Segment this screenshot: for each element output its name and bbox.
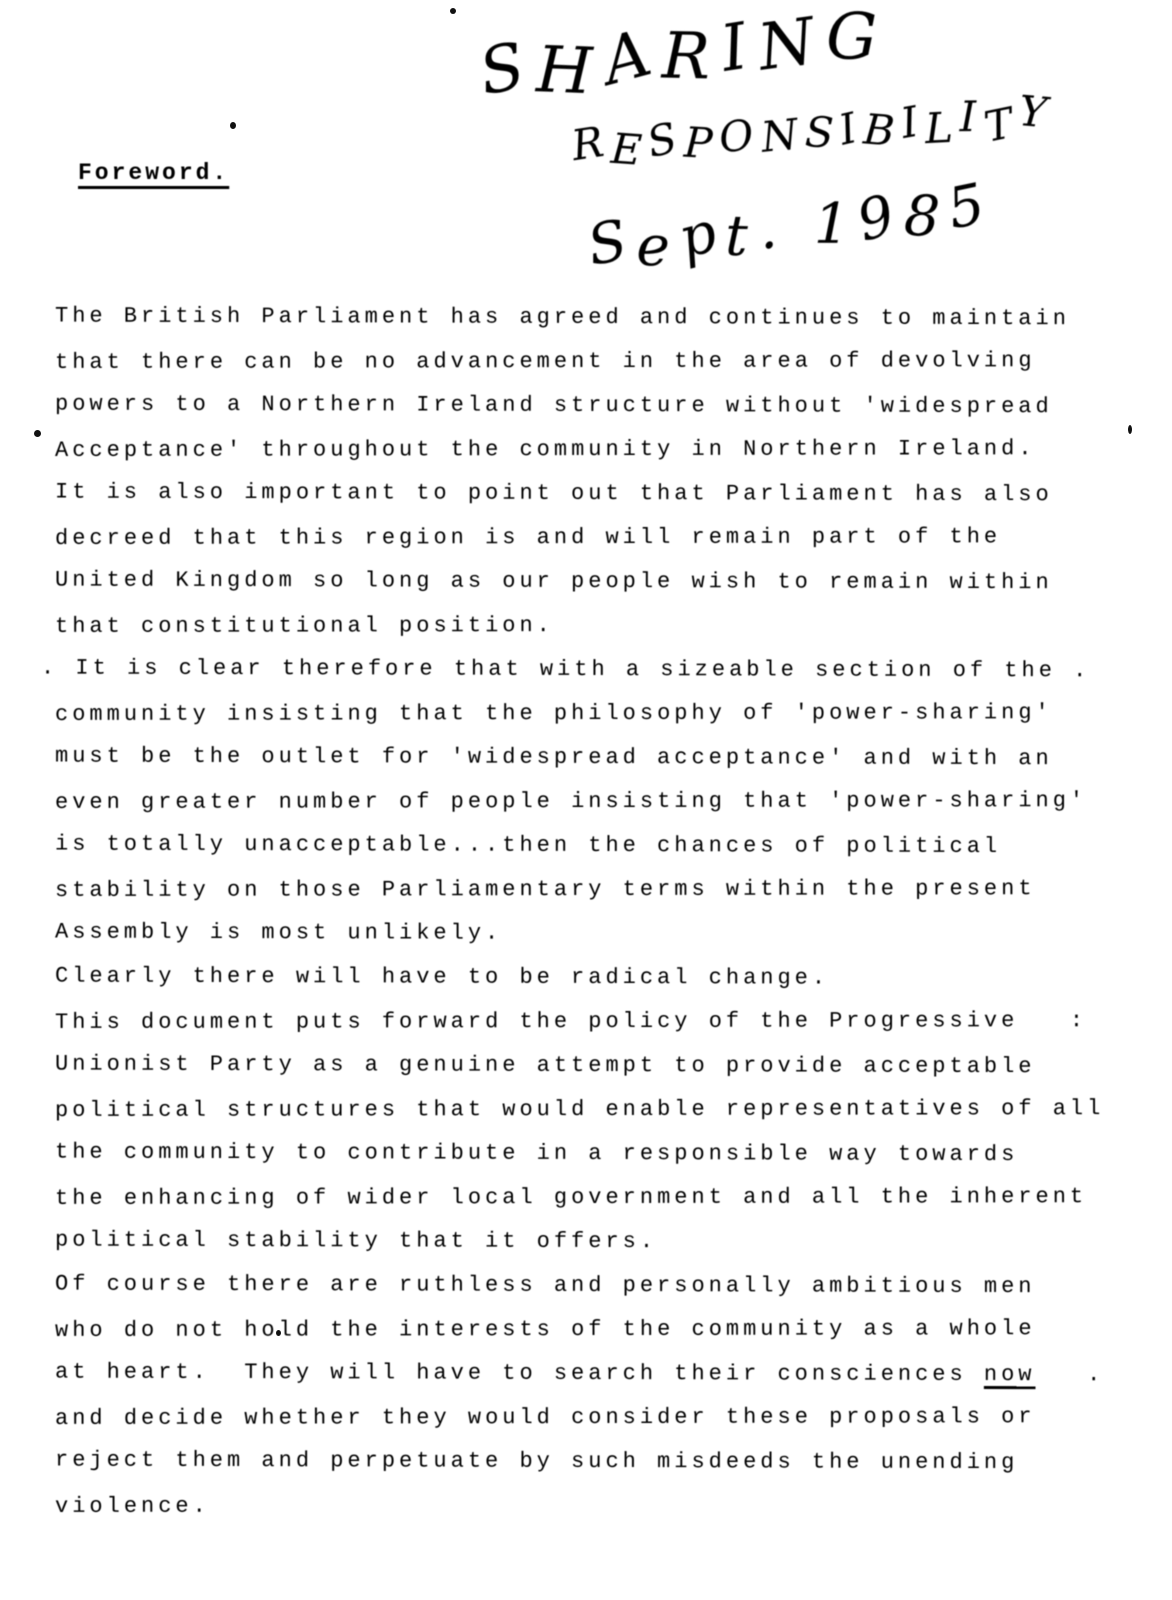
text-line: community insisting that the philosophy of 'power-sharing' [54, 700, 1053, 727]
text-line: violence. [54, 1493, 210, 1519]
document-body [40, 296, 1155, 1528]
handwritten-title-line2: RESPONSIBILITY [568, 86, 1056, 176]
text-line: powers to a Northern Ireland structure without 'widespread [54, 391, 1053, 420]
underlined-word-now: now [983, 1361, 1036, 1388]
text-line: It is also important to point out that Parliament has also [54, 479, 1053, 508]
handwritten-date: Sept. 1985 [582, 169, 1001, 281]
text-line: . It is clear therefore that with a sizeable section of the . [40, 655, 1091, 684]
text-line: and decide whether they would consider these proposals or [54, 1404, 1036, 1431]
text-line: political stability that it offers. [54, 1227, 658, 1255]
scan-artifact [450, 8, 456, 14]
text-line: that constitutional position. [54, 613, 554, 639]
text-line: even greater number of people insisting that 'power-sharing' [54, 788, 1088, 815]
paragraph-4 [55, 1264, 1155, 1528]
text-line: who do not hold the interests of the community as a whole [54, 1316, 1036, 1343]
text-line: Acceptance' throughout the community in Northern Ireland. [54, 436, 1036, 463]
text-line: Of course there are ruthless and personally ambitious men [54, 1271, 1036, 1300]
paragraph-3 [55, 956, 1155, 1264]
scan-artifact [230, 122, 236, 129]
text-line: Clearly there will have to be radical change. [54, 963, 830, 991]
text-line: United Kingdom so long as our people wish to remain within [54, 567, 1053, 596]
scan-artifact [34, 430, 41, 437]
handwritten-title-line1: SHARING [473, 0, 890, 111]
text-line: The British Parliament has agreed and continues to maintain [54, 303, 1070, 332]
text-line: Unionist Party as a genuine attempt to provide acceptable [54, 1051, 1036, 1080]
text-line: the enhancing of wider local government and all the inherent [54, 1184, 1088, 1211]
text-line: the community to contribute in a responsible way towards [54, 1139, 1019, 1168]
text-line: is totally unacceptable...then the chances of political [54, 831, 1002, 860]
text-segment: . [1035, 1362, 1105, 1388]
text-line [55, 1351, 1155, 1398]
text-line: must be the outlet for 'widespread acceptance' and with an [54, 743, 1053, 772]
paragraph-1 [55, 296, 1155, 648]
foreword-heading: Foreword. [78, 160, 230, 186]
text-line: decreed that this region is and will remain part of the [54, 524, 1002, 551]
text-line: reject them and perpetuate by such misdeeds the unending [54, 1447, 1019, 1476]
text-line: Assembly is most unlikely. [54, 919, 503, 946]
text-line: stability on those Parliamentary terms within the present [54, 876, 1036, 903]
paragraph-2 [40, 648, 1155, 956]
text-line: that there can be no advancement in the area of devolving [54, 348, 1036, 375]
text-line: political structures that would enable representatives of all [54, 1096, 1105, 1123]
text-line: This document puts forward the policy of the Progressive : [54, 1008, 1088, 1035]
text-segment: at heart. They will have to search their consciences [54, 1359, 984, 1387]
